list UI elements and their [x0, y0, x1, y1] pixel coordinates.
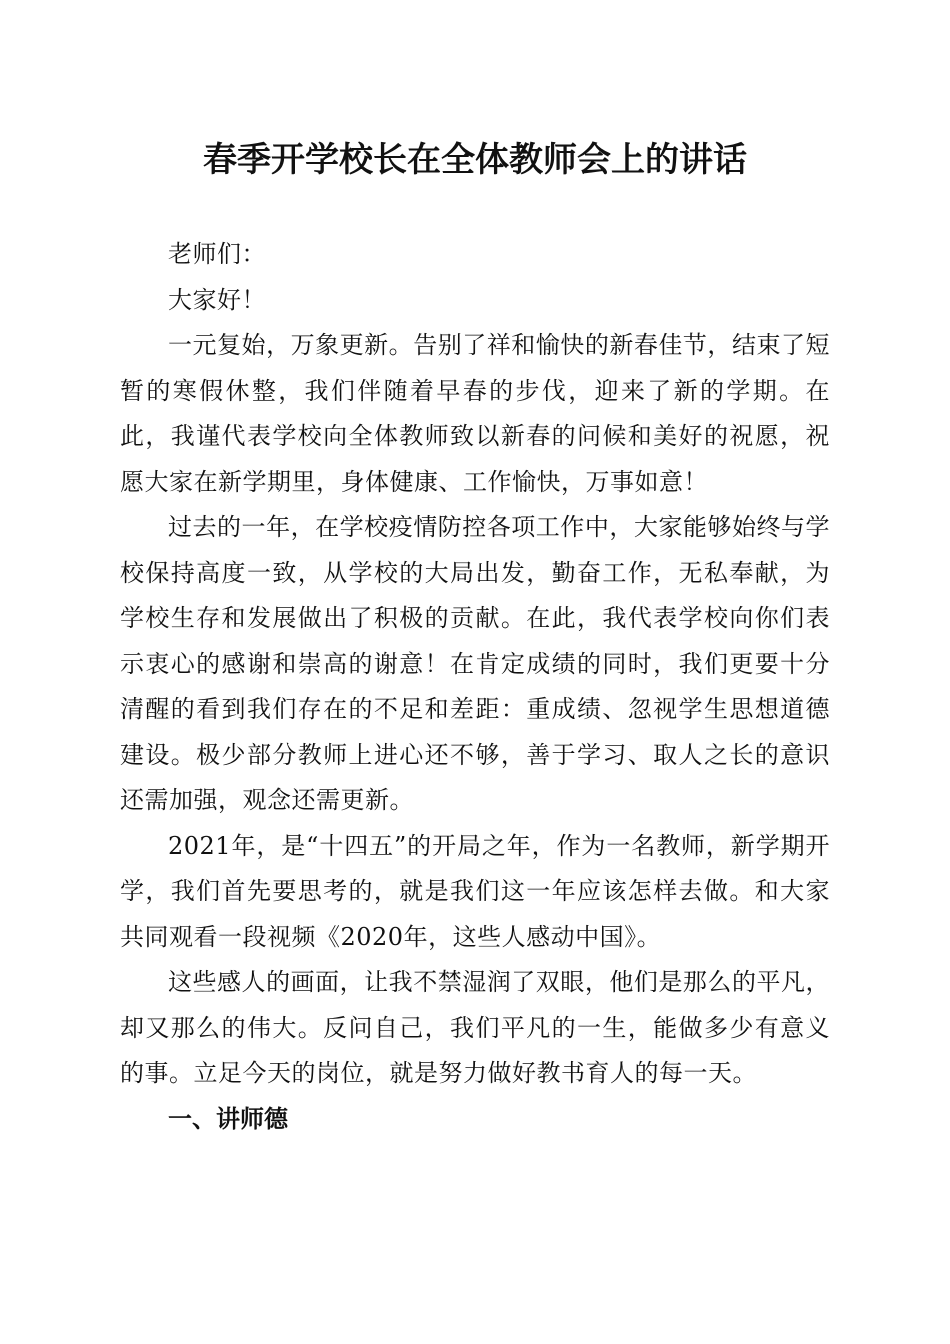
section-heading: 一、讲师德	[168, 1104, 288, 1133]
document-title: 春季开学校长在全体教师会上的讲话	[203, 140, 747, 180]
paragraph-4: 这些感人的画面，让我不禁湿润了双眼，他们是那么的平凡，却又那么的伟大。反问自己，我们平凡的一生，能做多少有意义的事。立足今天的岗位，就是努力做好教书育人的每一天。	[120, 968, 830, 1087]
paragraph-3: 2021年，是“十四五”的开局之年，作为一名教师，新学期开学，我们首先要思考的，就是我们这一年应该怎样去做。和大家共同观看一段视频《2020年，这些人感动中国》。	[120, 831, 830, 951]
salutation: 老师们：	[168, 240, 266, 268]
paragraph-1: 一元复始，万象更新。告别了祥和愉快的新春佳节，结束了短暂的寒假休整，我们伴随着早春的步伐，迎来了新的学期。在此，我谨代表学校向全体教师致以新春的问候和美好的祝愿，祝愿大家在新学期里，身体健康、工作愉快，万事如意！	[120, 331, 830, 496]
document-body	[120, 232, 830, 1142]
greeting: 大家好！	[168, 285, 266, 314]
paragraph-2: 过去的一年，在学校疫情防控各项工作中，大家能够始终与学校保持高度一致，从学校的大局出发，勤奋工作，无私奉献，为学校生存和发展做出了积极的贡献。在此，我代表学校向你们表示衷心的感谢和崇高的谢意！在肯定成绩的同时，我们更要十分清醒的看到我们存在的不足和差距：重成绩、忽视学生思想道德建设。极少部分教师上进心还不够，善于学习、取人之长的意识还需加强，观念还需更新。	[120, 513, 830, 814]
